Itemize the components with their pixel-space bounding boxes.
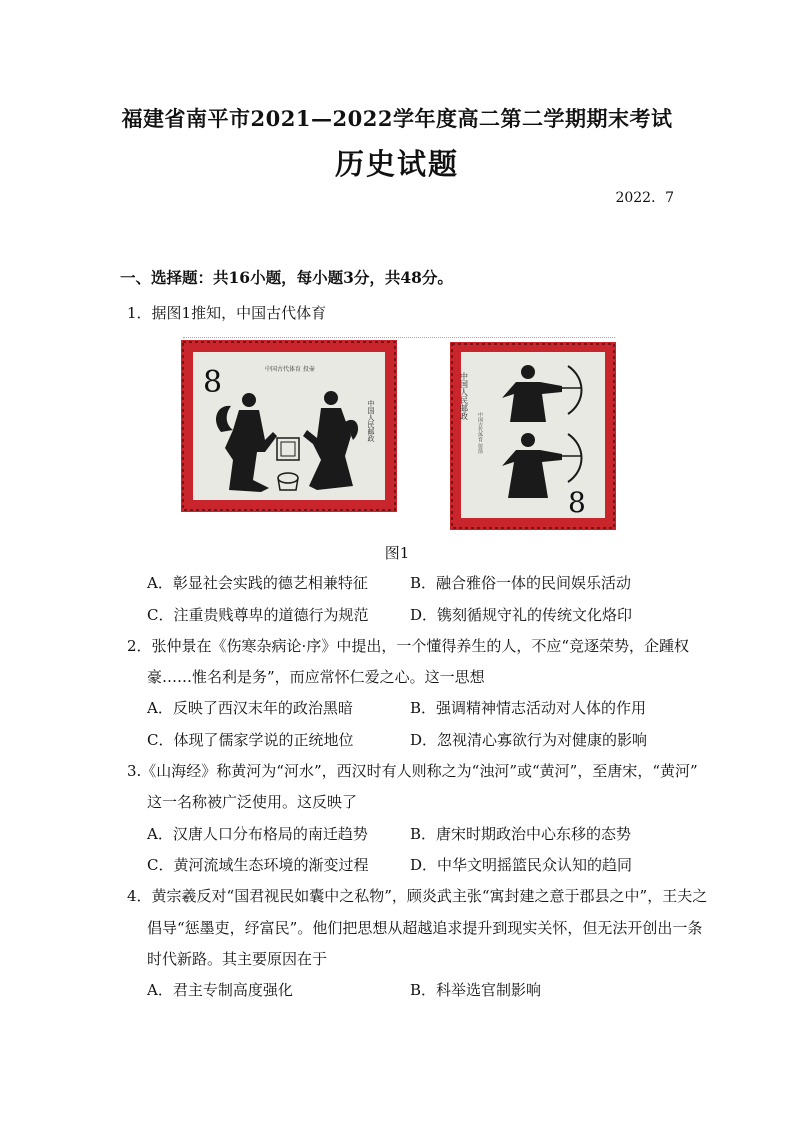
question-2-stem-line-2: 豪……惟名利是务”，而应常怀仁爱之心。这一思想 bbox=[147, 668, 485, 686]
question-3-option-d: D．中华文明摇篮民众认知的趋同 bbox=[410, 856, 633, 874]
question-3-option-b: B．唐宋时期政治中心东移的态势 bbox=[410, 825, 632, 843]
stamp-archery-sub-text: 中国古代体育 射箭 bbox=[477, 412, 483, 454]
question-2-stem-line-1: 2．张仲景在《伤寒杂病论·序》中提出，一个懂得养生的人，不应“竞逐荣势，企踵权 bbox=[127, 637, 689, 655]
question-4-stem-line-2: 倡导“惩墨吏，纾富民”。他们把思想从超越追求提升到现实关怀，但无法开创出一条 bbox=[147, 919, 703, 937]
stamp-touhu-value: 8 bbox=[203, 365, 223, 400]
stamp-image-archery bbox=[450, 342, 616, 530]
stamp-image-touhu bbox=[181, 340, 397, 512]
stamp-archery-value: 8 bbox=[568, 486, 586, 519]
figure-caption: 图1 bbox=[384, 544, 410, 562]
question-4-option-b: B．科举选官制影响 bbox=[410, 981, 542, 999]
question-2-option-d: D．忽视清心寡欲行为对健康的影响 bbox=[410, 731, 648, 749]
question-2-option-a: A．反映了西汉末年的政治黑暗 bbox=[147, 699, 353, 717]
stamp-touhu-top-text: 中国古代体育 投壶 bbox=[265, 366, 315, 373]
question-1-option-d: D．镌刻循规守礼的传统文化烙印 bbox=[410, 606, 633, 624]
question-2-option-c: C．体现了儒家学说的正统地位 bbox=[147, 731, 354, 749]
question-1-stem: 1．据图1推知，中国古代体育 bbox=[127, 304, 327, 322]
stamp-archery-side-text: 中国人民邮政 bbox=[459, 372, 469, 420]
question-3-option-a: A．汉唐人口分布格局的南迁趋势 bbox=[147, 825, 368, 843]
figure-top-rule bbox=[183, 337, 615, 338]
question-2-option-b: B．强调精神情志活动对人体的作用 bbox=[410, 699, 647, 717]
question-3-option-c: C．黄河流域生态环境的渐变过程 bbox=[147, 856, 369, 874]
exam-subject-title: 历史试题 bbox=[334, 147, 459, 181]
question-3-stem-line-1: 3.《山海经》称黄河为“河水”，西汉时有人则称之为“浊河”或“黄河”，至唐宋，“黄河” bbox=[127, 762, 698, 780]
question-1-option-c: C．注重贵贱尊卑的道德行为规范 bbox=[147, 606, 369, 624]
question-4-option-a: A．君主专制高度强化 bbox=[147, 981, 293, 999]
section-heading: 一、选择题：共16小题，每小题3分，共48分。 bbox=[120, 268, 453, 287]
question-1-option-a: A．彰显社会实践的德艺相兼特征 bbox=[147, 574, 368, 592]
exam-date: 2022．7 bbox=[615, 190, 674, 206]
question-4-stem-line-3: 时代新路。其主要原因在于 bbox=[147, 950, 328, 968]
stamp-archery-svg bbox=[450, 342, 616, 530]
question-1-option-b: B．融合雅俗一体的民间娱乐活动 bbox=[410, 574, 632, 592]
question-3-stem-line-2: 这一名称被广泛使用。这反映了 bbox=[147, 793, 358, 811]
stamp-touhu-svg bbox=[181, 340, 397, 512]
stamp-touhu-side-text: 中国人民邮政 bbox=[367, 400, 375, 442]
exam-title: 福建省南平市2021—2022学年度高二第二学期期末考试 bbox=[121, 106, 673, 131]
question-4-stem-line-1: 4．黄宗羲反对“国君视民如囊中之私物”，顾炎武主张“寓封建之意于郡县之中”，王夫之 bbox=[127, 887, 708, 905]
